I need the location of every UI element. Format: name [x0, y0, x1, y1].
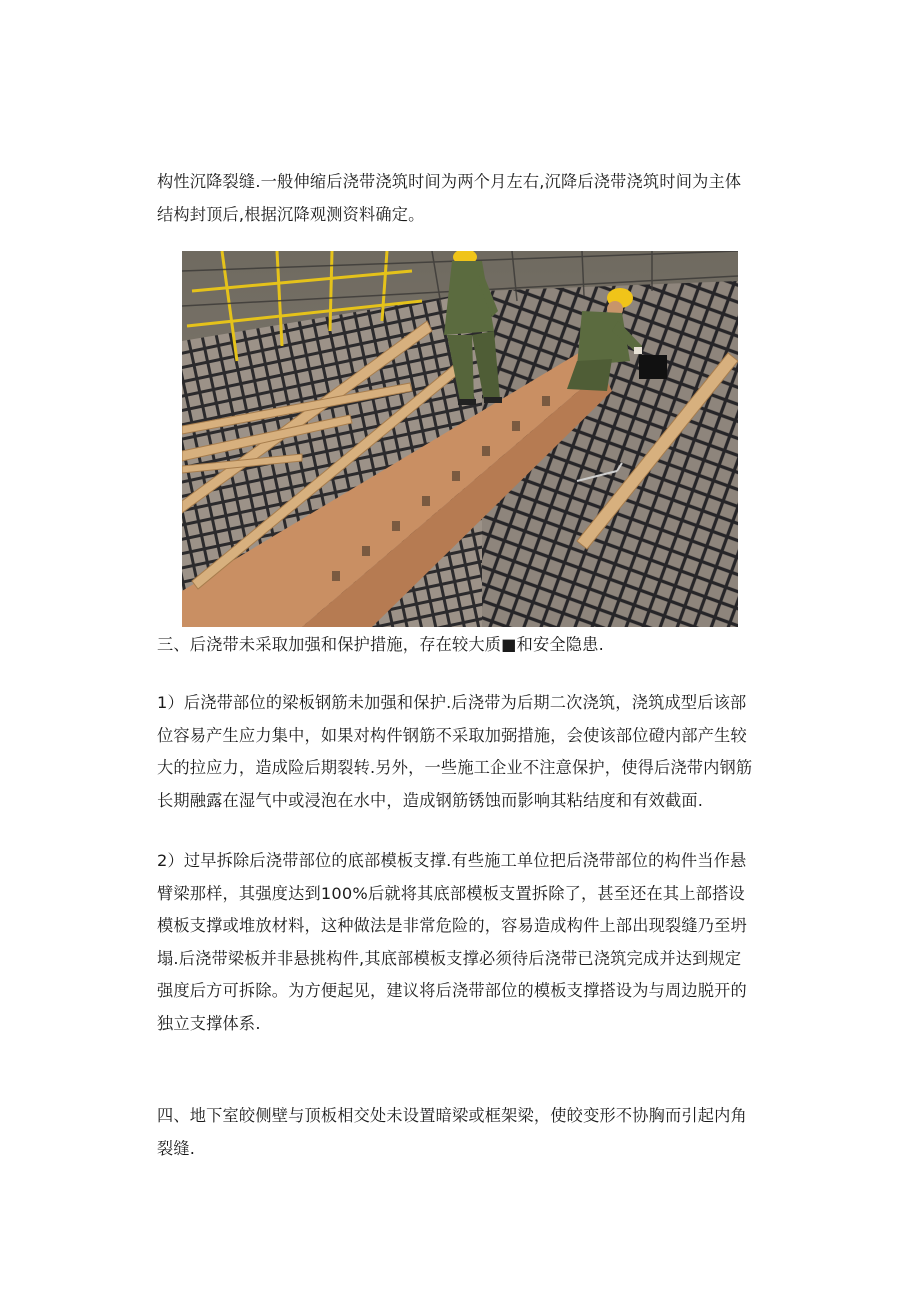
text-line: 1）后浇带部位的梁板钢筋未加强和保护.后浇带为后期二次浇筑，浇筑成型后该部	[157, 693, 747, 712]
text-line: 构性沉降裂缝.一般伸缩后浇带浇筑时间为两个月左右,沉降后浇带浇筑时间为主体	[157, 172, 742, 191]
text-line: 独立支撑体系.	[157, 1013, 261, 1033]
text-line: 强度后方可拆除。为方便起见，建议将后浇带部位的模板支撑搭设为与周边脱开的	[157, 981, 747, 1000]
heading-text: 三、后浇带未采取加强和保护措施，存在较大质■和安全隐患.	[157, 635, 604, 654]
text-line: 2）过早拆除后浇带部位的底部模板支撑.有些施工单位把后浇带部位的构件当作悬	[157, 851, 747, 870]
section-3-heading	[157, 629, 769, 662]
point-2-paragraph	[157, 845, 769, 1040]
text-line: 四、地下室皎侧壁与顶板相交处未设置暗梁或框架梁，使皎变形不协胸而引起内角	[157, 1106, 747, 1125]
text-line: 大的拉应力，造成险后期裂转.另外，一些施工企业不注意保护，使得后浇带内钢筋	[157, 758, 753, 777]
point-1-paragraph	[157, 687, 769, 817]
text-line: 臂梁那样，其强度达到100%后就将其底部模板支置拆除了，甚至还在其上部搭设	[157, 883, 745, 903]
text-line: 长期融露在湿气中或浸泡在水中，造成钢筋锈蚀而影响其粘结度和有效截面.	[157, 790, 704, 810]
section-4-paragraph	[157, 1100, 769, 1165]
intro-paragraph	[157, 166, 769, 231]
text-line: 模板支撑或堆放材料，这种做法是非常危险的，容易造成构件上部出现裂缝乃至坍	[157, 916, 747, 935]
text-line: 塌.后浇带梁板并非悬挑构件,其底部模板支撑必须待后浇带已浇筑完成并达到规定	[157, 948, 742, 968]
text-line: 结构封顶后,根据沉降观测资料确定。	[157, 204, 425, 224]
construction-site-photo	[182, 251, 738, 627]
text-line: 位容易产生应力集中，如果对构件钢筋不采取加弼措施，会使该部位磴内部产生较	[157, 725, 747, 745]
text-line: 裂缝.	[157, 1138, 196, 1158]
